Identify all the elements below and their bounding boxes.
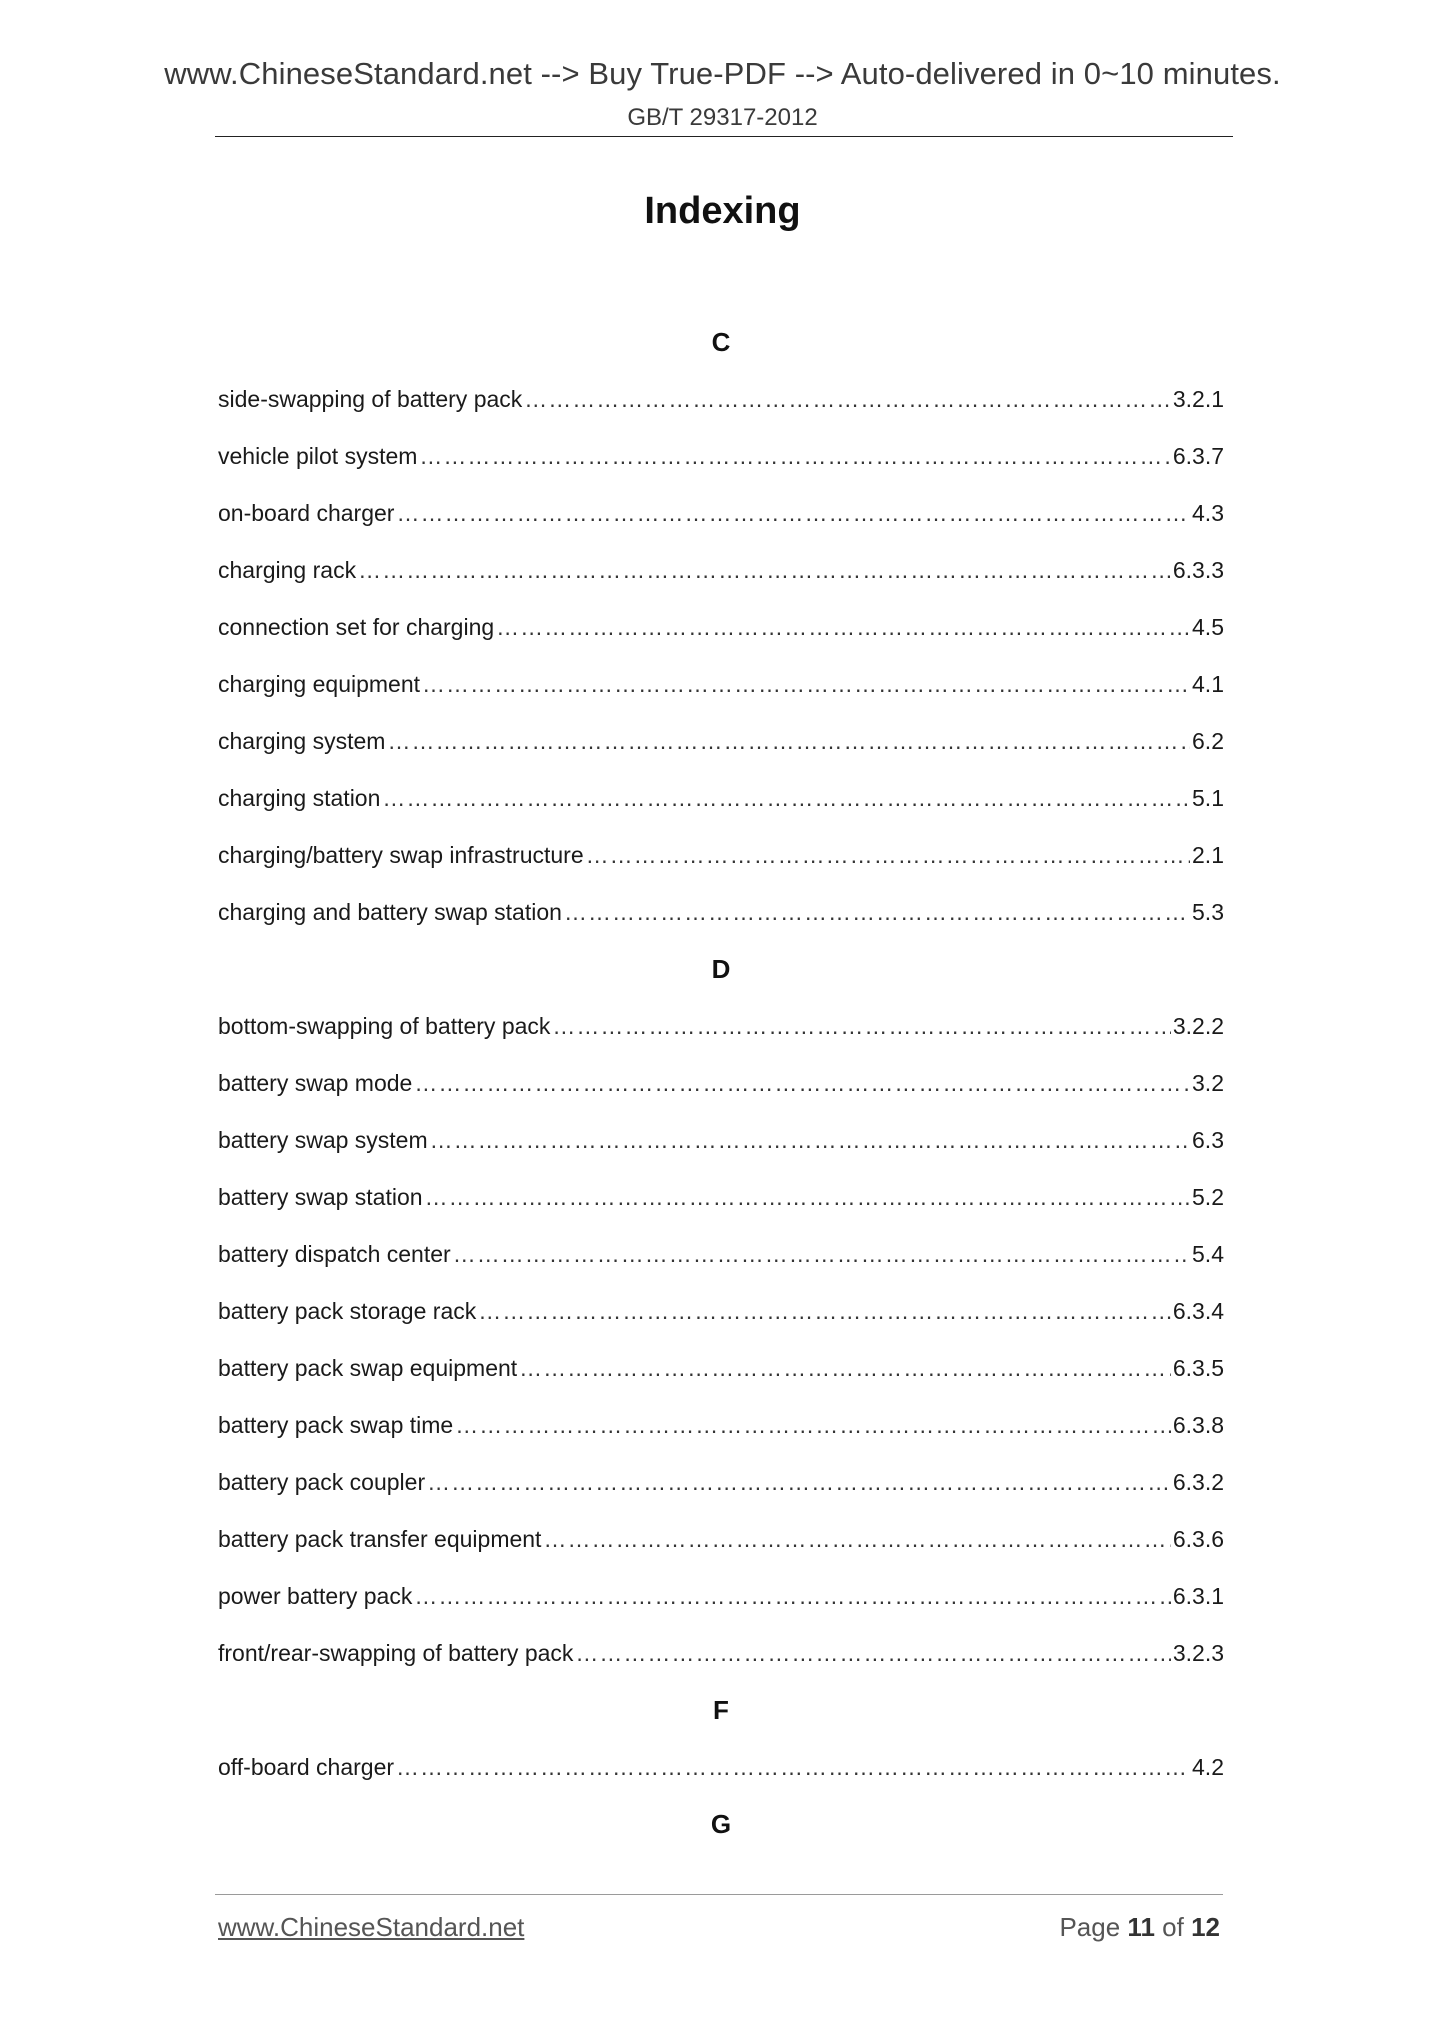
index-term: charging station <box>218 785 381 811</box>
page-of: of <box>1162 1912 1184 1942</box>
dot-leader <box>414 1055 1190 1112</box>
dot-leader <box>425 1169 1190 1226</box>
index-term: side-swapping of battery pack <box>218 386 523 412</box>
dot-leader <box>519 1340 1171 1397</box>
index-clause-ref: 6.3.6 <box>1172 1526 1224 1552</box>
index-term: on-board charger <box>218 500 395 526</box>
dot-leader <box>419 428 1170 485</box>
index-term: charging/battery swap infrastructure <box>218 842 584 868</box>
dot-leader <box>586 827 1190 884</box>
index-clause-ref: 4.3 <box>1192 500 1224 526</box>
index-entry <box>218 827 1224 884</box>
footer-divider <box>215 1894 1223 1895</box>
index-clause-ref: 6.3.7 <box>1172 443 1224 469</box>
index-term: vehicle pilot system <box>218 443 418 469</box>
index-term: connection set for charging <box>218 614 495 640</box>
index-entry <box>218 542 1224 599</box>
index-clause-ref: 3.2 <box>1192 1070 1224 1096</box>
index-clause-ref: 2.1 <box>1192 842 1224 868</box>
index-clause-ref: 4.2 <box>1192 1754 1224 1780</box>
index-clause-ref: 6.3.4 <box>1172 1298 1224 1324</box>
index-term: charging and battery swap station <box>218 899 562 925</box>
index-entry <box>218 770 1224 827</box>
index-entry <box>218 1739 1224 1796</box>
index-term: battery pack swap time <box>218 1412 454 1438</box>
index-term: power battery pack <box>218 1583 413 1609</box>
index-clause-ref: 4.1 <box>1192 671 1224 697</box>
index-clause-ref: 5.4 <box>1192 1241 1224 1267</box>
index-term: battery swap mode <box>218 1070 413 1096</box>
index-entry <box>218 998 1224 1055</box>
index-entry <box>218 1226 1224 1283</box>
dot-leader <box>564 884 1190 941</box>
index-entry <box>218 1283 1224 1340</box>
index-entry <box>218 485 1224 542</box>
index-term: front/rear-swapping of battery pack <box>218 1640 574 1666</box>
index-term: charging equipment <box>218 671 421 697</box>
index-clause-ref: 6.3.5 <box>1172 1355 1224 1381</box>
index-term: battery dispatch center <box>218 1241 451 1267</box>
index-entry <box>218 599 1224 656</box>
index-entry <box>218 1340 1224 1397</box>
index-clause-ref: 5.1 <box>1192 785 1224 811</box>
index-entry <box>218 884 1224 941</box>
dot-leader <box>430 1112 1190 1169</box>
dot-leader <box>453 1226 1190 1283</box>
index-letter-heading: C <box>711 327 731 357</box>
source-banner: www.ChineseStandard.net --> Buy True-PDF --> Auto-delivered in 0~10 minutes. <box>164 56 1281 91</box>
index-entry <box>218 428 1224 485</box>
dot-leader <box>422 656 1190 713</box>
index-clause-ref: 6.3.1 <box>1172 1583 1224 1609</box>
dot-leader <box>552 998 1170 1055</box>
dot-leader <box>382 770 1190 827</box>
page-title: Indexing <box>644 190 801 232</box>
index-clause-ref: 5.2 <box>1192 1184 1224 1210</box>
index-term: battery pack storage rack <box>218 1298 477 1324</box>
index-entry <box>218 656 1224 713</box>
index-entry <box>218 1454 1224 1511</box>
page-total: 12 <box>1191 1912 1220 1942</box>
index-clause-ref: 3.2.1 <box>1172 386 1224 412</box>
index-clause-ref: 5.3 <box>1192 899 1224 925</box>
page-current: 11 <box>1127 1912 1155 1942</box>
index-entry <box>218 1112 1224 1169</box>
index-term: battery swap station <box>218 1184 423 1210</box>
index-term: off-board charger <box>218 1754 395 1780</box>
index-clause-ref: 6.3.3 <box>1172 557 1224 583</box>
index-entry <box>218 1169 1224 1226</box>
index-entry <box>218 1397 1224 1454</box>
dot-leader <box>414 1568 1171 1625</box>
index-entry <box>218 1625 1224 1682</box>
index-term: charging system <box>218 728 386 754</box>
index-clause-ref: 4.5 <box>1192 614 1224 640</box>
page-number <box>1059 1912 1220 1943</box>
index-letter-heading: D <box>711 954 731 984</box>
index-entry <box>218 713 1224 770</box>
index-clause-ref: 3.2.2 <box>1172 1013 1224 1039</box>
dot-leader <box>543 1511 1170 1568</box>
dot-leader <box>575 1625 1170 1682</box>
dot-leader <box>524 371 1171 428</box>
dot-leader <box>478 1283 1171 1340</box>
index-entry <box>218 1568 1224 1625</box>
index-clause-ref: 6.3.2 <box>1172 1469 1224 1495</box>
index-entry <box>218 371 1224 428</box>
dot-leader <box>427 1454 1171 1511</box>
footer-website-link[interactable]: www.ChineseStandard.net <box>218 1912 525 1942</box>
index-clause-ref: 6.2 <box>1192 728 1224 754</box>
index-clause-ref: 6.3.8 <box>1172 1412 1224 1438</box>
page-label: Page <box>1059 1912 1121 1942</box>
index-term: battery pack swap equipment <box>218 1355 518 1381</box>
dot-leader <box>396 485 1190 542</box>
index-letter-heading: G <box>710 1809 732 1839</box>
dot-leader <box>396 1739 1190 1796</box>
index-term: bottom-swapping of battery pack <box>218 1013 551 1039</box>
index-letter-heading: F <box>713 1695 729 1725</box>
index-clause-ref: 3.2.3 <box>1172 1640 1224 1666</box>
dot-leader <box>387 713 1190 770</box>
dot-leader <box>358 542 1171 599</box>
index-term: charging rack <box>218 557 357 583</box>
index-entry <box>218 1511 1224 1568</box>
dot-leader <box>455 1397 1171 1454</box>
index-entry <box>218 1055 1224 1112</box>
index-list <box>218 314 1224 1853</box>
dot-leader <box>496 599 1190 656</box>
standard-code: GB/T 29317-2012 <box>627 104 818 131</box>
header-divider <box>215 136 1233 137</box>
index-term: battery pack coupler <box>218 1469 426 1495</box>
index-term: battery pack transfer equipment <box>218 1526 542 1552</box>
index-clause-ref: 6.3 <box>1192 1127 1224 1153</box>
index-term: battery swap system <box>218 1127 428 1153</box>
